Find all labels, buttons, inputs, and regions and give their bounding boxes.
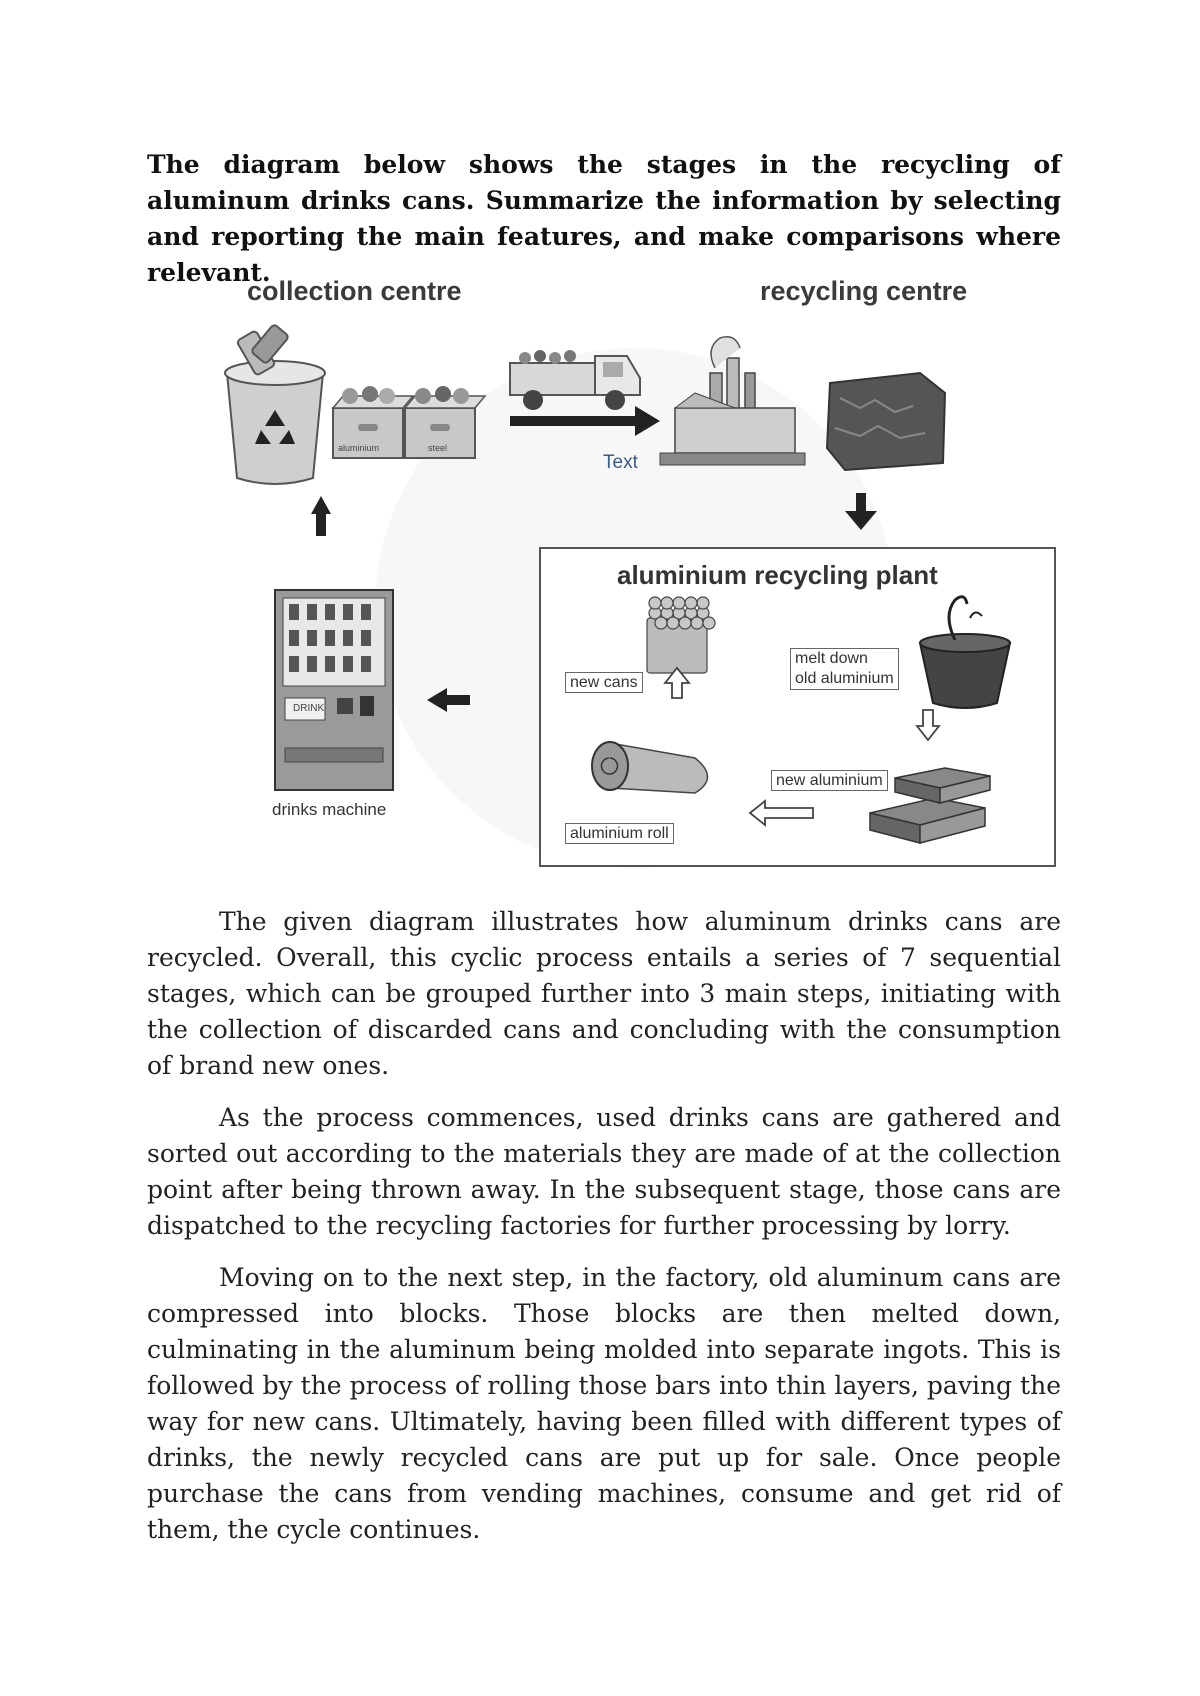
plant-title: aluminium recycling plant — [617, 560, 938, 590]
new-aluminium-label: new aluminium — [771, 770, 888, 791]
recycling-centre-label: recycling centre — [760, 276, 968, 306]
aluminium-box-label: aluminium — [338, 443, 380, 453]
essay-paragraph: As the process commences, used drinks cans are gathered and sorted out according to the materials they are made of at the collection point after being thrown away. In the subsequent stage, those cans are dispatched to the recycling factories for further processing by lorry. — [147, 1103, 1061, 1240]
melt-down-line2: old aluminium — [795, 670, 894, 687]
truck-arrow-text: Text — [603, 452, 638, 473]
steel-box-label: steel — [428, 443, 448, 453]
task-prompt: The diagram below shows the stages in the recycling of aluminum drinks cans. Summarize the information by selecting and reporting the main features, and make comparisons where relevant. — [147, 150, 1061, 287]
vending-machine-icon — [275, 590, 393, 790]
compressed-block-icon — [827, 373, 945, 470]
up-arrow-icon — [311, 496, 331, 536]
can-array-icon — [647, 597, 715, 673]
collection-centre-label: collection centre — [247, 276, 462, 306]
essay-paragraph: Moving on to the next step, in the factory, old aluminum cans are compressed into blocks. Those blocks are then melted down, culminating in the aluminum being molded into separate ingots. This is followed by the process of rolling those bars into thin layers, paving the way for new cans. Ultimately, having been filled with different types of drinks, the newly recycled cans are put up for sale. Once people purchase the cans from vending machines, consume and get rid of them, the cycle continues. — [147, 1263, 1061, 1544]
melt-down-line1: melt down — [795, 650, 868, 667]
drinks-machine-label: drinks machine — [272, 800, 387, 819]
melt-down-label — [790, 648, 899, 690]
drink-sign-label: DRINK — [293, 703, 325, 714]
essay-paragraph: The given diagram illustrates how aluminum drinks cans are recycled. Overall, this cyclic process entails a series of 7 sequential stages, which can be grouped further into 3 main steps, initiating with the collection of discarded cans and concluding with the consumption of brand new ones. — [147, 907, 1061, 1080]
essay-body — [147, 904, 1061, 1564]
recycling-bin-icon — [225, 324, 325, 484]
aluminium-roll-label: aluminium roll — [565, 823, 674, 844]
recycling-diagram — [215, 278, 1060, 878]
new-cans-label: new cans — [565, 672, 643, 693]
